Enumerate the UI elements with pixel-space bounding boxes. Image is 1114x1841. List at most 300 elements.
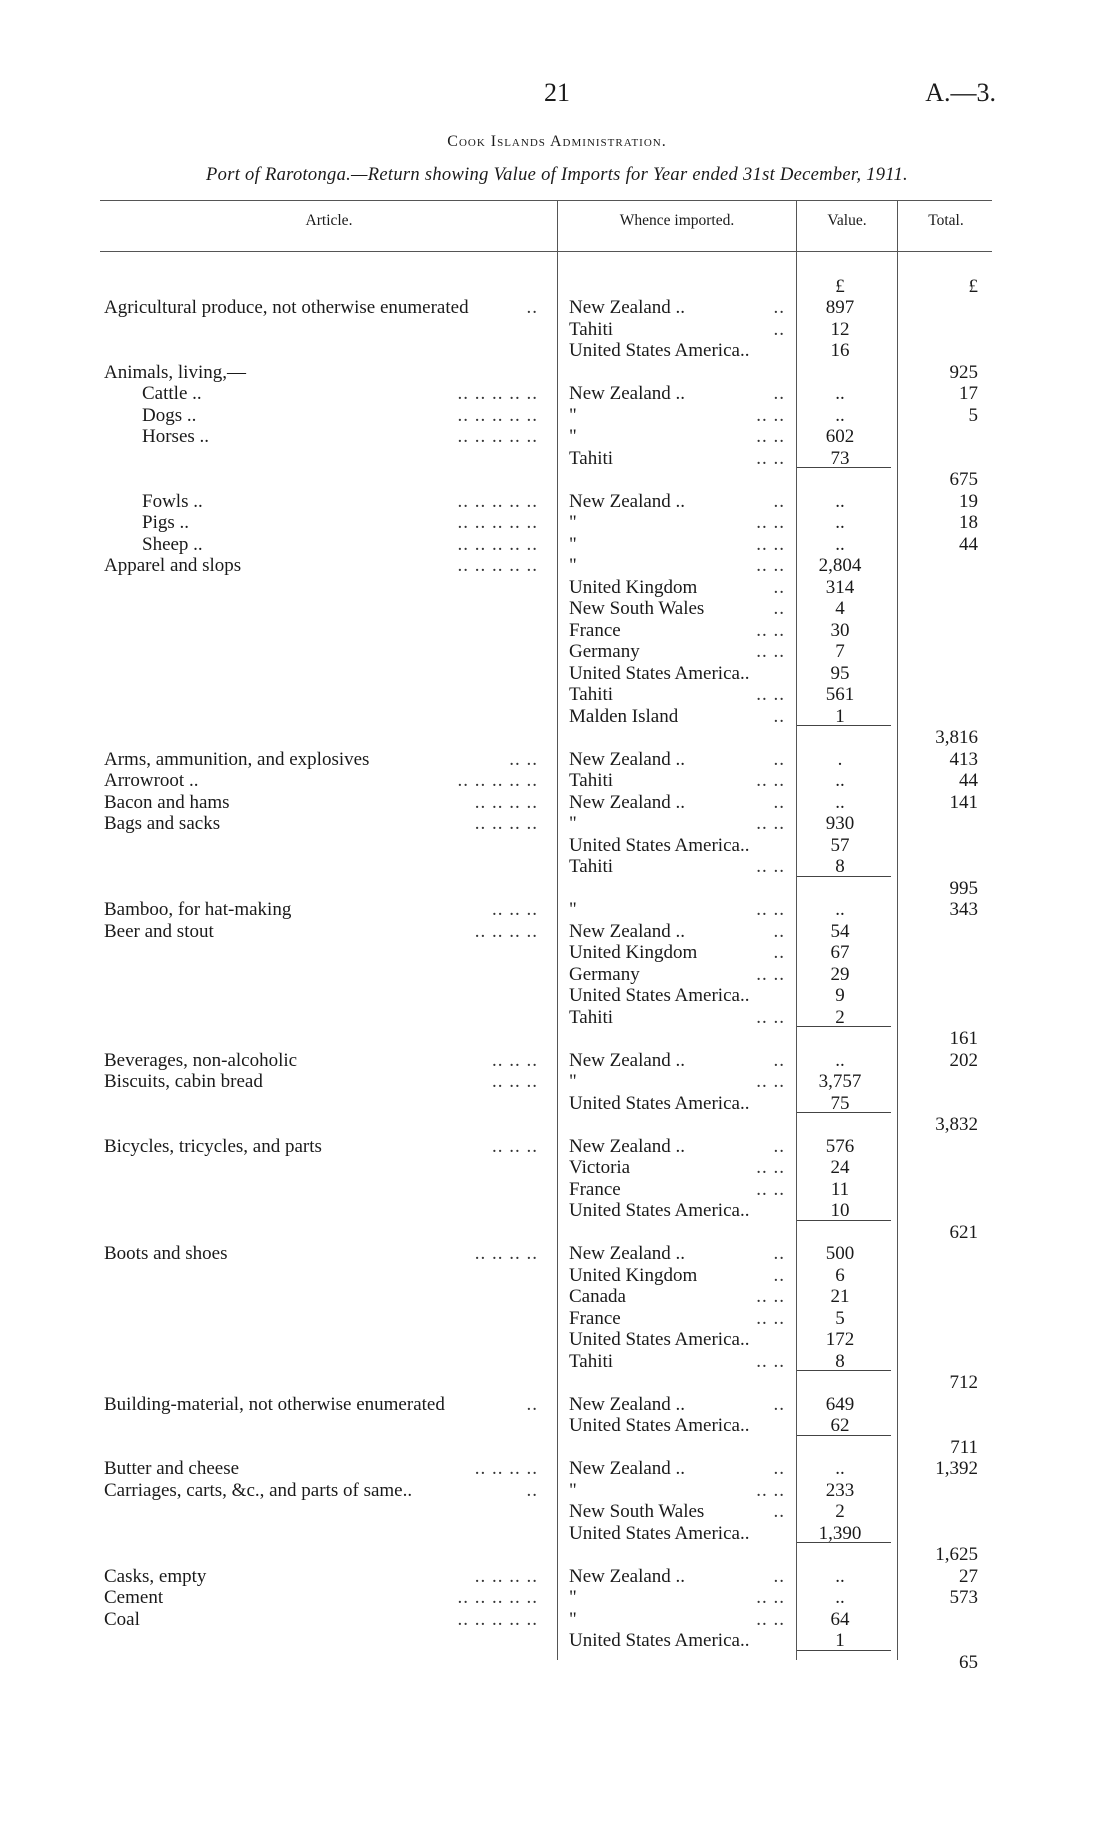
value-cell: 30 <box>830 619 850 641</box>
whence-leader-dots: .. .. <box>756 1479 785 1501</box>
total-cell: 1,625 <box>935 1544 978 1565</box>
article-leader-dots: .. .. .. .. <box>474 1565 538 1587</box>
whence-leader-dots: .. .. <box>756 404 785 426</box>
article-cell: Horses .. <box>142 426 210 447</box>
table-row <box>0 1480 1114 1501</box>
article-cell: Beer and stout <box>104 920 214 942</box>
whence-cell: New Zealand .. <box>569 1049 686 1071</box>
table-row <box>0 340 1114 361</box>
subtotal-rule <box>797 1435 891 1436</box>
table-row <box>0 663 1114 684</box>
whence-cell: Tahiti <box>569 1350 614 1372</box>
whence-cell: New Zealand .. <box>569 1458 686 1479</box>
article-leader-dots: .. .. .. <box>492 1135 538 1157</box>
table-row <box>0 1050 1114 1071</box>
whence-cell: " <box>569 555 577 576</box>
total-cell: 65 <box>959 1651 978 1673</box>
total-cell: 925 <box>949 361 978 383</box>
article-leader-dots: .. .. .. .. .. <box>457 426 538 447</box>
article-cell: Agricultural produce, not otherwise enumerated <box>104 297 469 318</box>
article-cell: Bamboo, for hat-making <box>104 899 292 920</box>
whence-leader-dots: .. .. <box>756 899 785 920</box>
total-cell: 44 <box>959 533 978 555</box>
subtotal-rule <box>797 1370 891 1371</box>
whence-leader-dots: .. <box>773 383 785 404</box>
whence-cell: Tahiti <box>569 447 614 469</box>
table-row <box>0 985 1114 1006</box>
table-row <box>0 1437 1114 1458</box>
value-cell: 3,757 <box>818 1071 862 1092</box>
total-cell: 17 <box>959 383 978 404</box>
column-header-total: Total. <box>928 212 964 229</box>
table-row <box>0 555 1114 576</box>
value-cell: 2 <box>835 1006 845 1028</box>
article-leader-dots: .. .. .. .. .. <box>457 404 538 426</box>
whence-cell: France <box>569 1178 621 1200</box>
total-cell: 5 <box>968 404 978 426</box>
whence-cell: New South Wales <box>569 598 705 619</box>
article-cell: Sheep .. <box>142 533 203 555</box>
whence-cell: Tahiti <box>569 1006 614 1028</box>
table-row <box>0 792 1114 813</box>
table-row <box>0 1394 1114 1415</box>
table-row <box>0 469 1114 490</box>
table-row <box>0 426 1114 447</box>
value-cell: 6 <box>835 1264 845 1286</box>
table-row <box>0 620 1114 641</box>
whence-cell: " <box>569 426 577 447</box>
table-row <box>0 942 1114 963</box>
article-cell: Building-material, not otherwise enumerated <box>104 1393 445 1415</box>
whence-leader-dots: .. <box>773 705 785 727</box>
whence-cell: Tahiti <box>569 770 614 791</box>
whence-cell: New Zealand .. <box>569 297 686 318</box>
value-cell: .. <box>835 1587 845 1608</box>
article-cell: Carriages, carts, &c., and parts of same.. <box>104 1479 413 1501</box>
whence-leader-dots: .. <box>773 1458 785 1479</box>
value-cell: 7 <box>835 641 845 662</box>
value-cell: .. <box>835 1565 845 1587</box>
article-leader-dots: .. .. .. .. .. <box>457 1608 538 1630</box>
table-row <box>0 727 1114 748</box>
article-cell: Animals, living,— <box>104 361 246 383</box>
whence-leader-dots: .. .. <box>756 1006 785 1028</box>
page-number: 21 <box>544 78 570 107</box>
whence-leader-dots: .. <box>773 1135 785 1157</box>
whence-leader-dots: .. .. <box>756 1178 785 1200</box>
value-cell: .. <box>835 512 845 533</box>
whence-cell: " <box>569 533 577 555</box>
whence-leader-dots: .. .. <box>756 1157 785 1178</box>
table-row <box>0 1071 1114 1092</box>
table-row <box>0 1308 1114 1329</box>
table-row <box>0 641 1114 662</box>
table-row <box>0 1415 1114 1436</box>
table-header-rule <box>100 251 992 252</box>
value-cell: 67 <box>830 942 850 963</box>
total-cell: 19 <box>959 490 978 512</box>
value-currency: £ <box>835 276 845 297</box>
article-leader-dots: .. .. .. .. <box>474 1458 538 1479</box>
article-cell: Pigs .. <box>142 512 189 533</box>
document-subtitle: Port of Rarotonga.—Return showing Value of Imports for Year ended 31st December, 1911. <box>206 165 908 185</box>
whence-cell: New Zealand .. <box>569 490 686 512</box>
whence-leader-dots: .. .. <box>756 1350 785 1372</box>
article-cell: Bicycles, tricycles, and parts <box>104 1135 322 1157</box>
value-cell: 5 <box>835 1307 845 1329</box>
whence-leader-dots: .. <box>773 748 785 770</box>
whence-cell: New Zealand .. <box>569 383 686 404</box>
table-row <box>0 491 1114 512</box>
whence-leader-dots: .. <box>773 490 785 512</box>
value-cell: 1,390 <box>818 1522 862 1544</box>
table-row <box>0 512 1114 533</box>
value-cell: 73 <box>830 447 850 469</box>
total-cell: 711 <box>950 1436 978 1458</box>
whence-leader-dots: .. <box>773 942 785 963</box>
value-cell: .. <box>835 899 845 920</box>
whence-cell: " <box>569 813 577 834</box>
table-row <box>0 534 1114 555</box>
whence-cell: United States America.. <box>569 1200 750 1221</box>
whence-cell: United Kingdom <box>569 1264 698 1286</box>
total-cell: 1,392 <box>935 1458 978 1479</box>
table-row <box>0 1544 1114 1565</box>
whence-cell: United States America.. <box>569 1092 750 1114</box>
total-cell: 161 <box>949 1028 978 1049</box>
value-cell: 172 <box>825 1329 855 1350</box>
table-row <box>0 899 1114 920</box>
whence-cell: " <box>569 1587 577 1608</box>
value-cell: 95 <box>830 662 850 684</box>
table-row <box>0 706 1114 727</box>
article-leader-dots: .. <box>526 1393 538 1415</box>
whence-leader-dots: .. .. <box>756 856 785 877</box>
article-cell: Bags and sacks <box>104 813 221 834</box>
whence-leader-dots: .. <box>773 1049 785 1071</box>
whence-leader-dots: .. .. <box>756 512 785 533</box>
whence-cell: " <box>569 1071 577 1092</box>
whence-leader-dots: .. .. <box>756 684 785 705</box>
table-row <box>0 297 1114 318</box>
article-leader-dots: .. .. .. .. .. <box>457 555 538 576</box>
article-cell: Casks, empty <box>104 1565 207 1587</box>
whence-cell: United States America.. <box>569 834 750 856</box>
whence-cell: New Zealand .. <box>569 1135 686 1157</box>
whence-leader-dots: .. <box>773 1565 785 1587</box>
total-cell: 27 <box>959 1565 978 1587</box>
whence-leader-dots: .. <box>773 1501 785 1522</box>
value-cell: 62 <box>830 1415 850 1436</box>
whence-cell: Malden Island <box>569 705 679 727</box>
whence-leader-dots: .. <box>773 1393 785 1415</box>
article-leader-dots: .. .. .. .. .. <box>457 383 538 404</box>
whence-cell: United States America.. <box>569 1329 750 1350</box>
total-cell: 44 <box>959 770 978 791</box>
value-cell: 576 <box>825 1135 855 1157</box>
whence-leader-dots: .. .. <box>756 1608 785 1630</box>
whence-leader-dots: .. <box>773 791 785 813</box>
table-row <box>0 1329 1114 1350</box>
value-cell: 4 <box>835 598 845 619</box>
value-cell: 11 <box>830 1178 850 1200</box>
value-cell: 8 <box>835 1350 845 1372</box>
table-row <box>0 1286 1114 1307</box>
article-leader-dots: .. .. .. .. <box>474 813 538 834</box>
article-leader-dots: .. .. .. <box>492 1071 538 1092</box>
whence-cell: New Zealand .. <box>569 1393 686 1415</box>
value-cell: 9 <box>835 985 845 1006</box>
value-cell: 8 <box>835 856 845 877</box>
table-row <box>0 319 1114 340</box>
article-leader-dots: .. .. .. .. .. <box>457 770 538 791</box>
whence-cell: Canada <box>569 1286 626 1307</box>
article-cell: Fowls .. <box>142 490 203 512</box>
total-cell: 202 <box>949 1049 978 1071</box>
subtotal-rule <box>797 1112 891 1113</box>
total-cell: 343 <box>949 899 978 920</box>
whence-cell: Tahiti <box>569 856 614 877</box>
value-cell: 21 <box>830 1286 850 1307</box>
article-cell: Apparel and slops <box>104 555 242 576</box>
value-cell: .. <box>835 1049 845 1071</box>
table-row <box>0 1007 1114 1028</box>
whence-cell: United States America.. <box>569 662 750 684</box>
total-cell: 141 <box>949 791 978 813</box>
column-header-whence: Whence imported. <box>619 212 735 229</box>
table-row <box>0 835 1114 856</box>
whence-cell: " <box>569 1479 577 1501</box>
table-row <box>0 1136 1114 1157</box>
whence-cell: New Zealand .. <box>569 1565 686 1587</box>
whence-cell: " <box>569 512 577 533</box>
article-leader-dots: .. .. <box>509 748 538 770</box>
total-cell: 675 <box>949 469 978 490</box>
article-leader-dots: .. .. .. .. .. <box>457 512 538 533</box>
article-cell: Arrowroot .. <box>104 770 199 791</box>
article-cell: Arms, ammunition, and explosives <box>104 748 370 770</box>
article-cell: Coal <box>104 1608 140 1630</box>
whence-cell: Victoria <box>569 1157 631 1178</box>
whence-cell: Germany <box>569 641 640 662</box>
whence-cell: United States America.. <box>569 340 750 361</box>
whence-cell: New Zealand .. <box>569 1243 686 1264</box>
whence-cell: United Kingdom <box>569 942 698 963</box>
whence-leader-dots: .. .. <box>756 447 785 469</box>
whence-leader-dots: .. .. <box>756 1286 785 1307</box>
whence-cell: France <box>569 1307 621 1329</box>
table-row <box>0 448 1114 469</box>
value-cell: 561 <box>825 684 855 705</box>
document-heading: Cook Islands Administration. <box>447 133 667 150</box>
table-row <box>0 1523 1114 1544</box>
value-cell: 29 <box>830 963 850 985</box>
whence-leader-dots: .. <box>773 598 785 619</box>
table-row <box>0 577 1114 598</box>
value-cell: 500 <box>825 1243 855 1264</box>
article-cell: Cement <box>104 1587 164 1608</box>
table-row <box>0 405 1114 426</box>
total-cell: 3,832 <box>935 1114 978 1135</box>
whence-cell: Germany <box>569 963 640 985</box>
article-leader-dots: .. <box>526 1479 538 1501</box>
table-row <box>0 1458 1114 1479</box>
table-row <box>0 1243 1114 1264</box>
whence-cell: United States America.. <box>569 985 750 1006</box>
value-cell: 602 <box>825 426 855 447</box>
value-cell: 10 <box>830 1200 850 1221</box>
value-cell: .. <box>835 533 845 555</box>
article-leader-dots: .. .. .. .. .. <box>457 533 538 555</box>
table-row <box>0 1587 1114 1608</box>
table-row <box>0 1566 1114 1587</box>
whence-leader-dots: .. .. <box>756 770 785 791</box>
whence-leader-dots: .. .. <box>756 1587 785 1608</box>
value-cell: . <box>837 748 843 770</box>
table-row <box>0 1351 1114 1372</box>
value-cell: .. <box>835 383 845 404</box>
whence-cell: " <box>569 1608 577 1630</box>
table-row <box>0 1157 1114 1178</box>
article-leader-dots: .. <box>526 297 538 318</box>
article-cell: Biscuits, cabin bread <box>104 1071 263 1092</box>
article-leader-dots: .. .. .. .. <box>474 791 538 813</box>
table-row <box>0 1630 1114 1651</box>
column-header-value: Value. <box>827 212 867 229</box>
table-row <box>0 1222 1114 1243</box>
value-cell: .. <box>835 490 845 512</box>
article-cell: Butter and cheese <box>104 1458 240 1479</box>
table-row <box>0 1028 1114 1049</box>
article-leader-dots: .. .. .. <box>492 1049 538 1071</box>
whence-leader-dots: .. .. <box>756 641 785 662</box>
value-cell: .. <box>835 1458 845 1479</box>
whence-cell: New Zealand .. <box>569 791 686 813</box>
total-cell: 413 <box>949 748 978 770</box>
table-row <box>0 1179 1114 1200</box>
value-cell: 1 <box>835 705 845 727</box>
article-leader-dots: .. .. .. .. .. <box>457 490 538 512</box>
value-cell: 64 <box>830 1608 850 1630</box>
whence-cell: United States America.. <box>569 1630 750 1651</box>
table-row <box>0 964 1114 985</box>
whence-cell: " <box>569 899 577 920</box>
value-cell: 12 <box>830 318 850 340</box>
document-id: A.—3. <box>925 78 996 107</box>
whence-cell: United States America.. <box>569 1522 750 1544</box>
subtotal-rule <box>797 467 891 468</box>
total-cell: 712 <box>949 1372 978 1393</box>
subtotal-rule <box>797 1650 891 1651</box>
article-cell: Beverages, non-alcoholic <box>104 1049 298 1071</box>
subtotal-rule <box>797 876 891 877</box>
whence-cell: " <box>569 404 577 426</box>
article-cell: Bacon and hams <box>104 791 230 813</box>
table-row <box>0 921 1114 942</box>
whence-cell: Tahiti <box>569 318 614 340</box>
whence-leader-dots: .. .. <box>756 1307 785 1329</box>
whence-leader-dots: .. .. <box>756 555 785 576</box>
value-cell: 2 <box>835 1501 845 1522</box>
table-row <box>0 856 1114 877</box>
article-leader-dots: .. .. .. <box>492 899 538 920</box>
value-cell: 16 <box>830 340 850 361</box>
article-leader-dots: .. .. .. .. .. <box>457 1587 538 1608</box>
total-cell: 3,816 <box>935 727 978 748</box>
whence-leader-dots: .. <box>773 1243 785 1264</box>
whence-leader-dots: .. <box>773 318 785 340</box>
table-row <box>0 1609 1114 1630</box>
total-cell: 995 <box>949 877 978 899</box>
table-top-rule <box>100 200 992 201</box>
value-cell: 54 <box>830 920 850 942</box>
table-row <box>0 1114 1114 1135</box>
value-cell: 314 <box>825 576 855 598</box>
total-currency: £ <box>968 276 978 297</box>
subtotal-rule <box>797 725 891 726</box>
value-cell: 2,804 <box>818 555 862 576</box>
value-cell: 233 <box>825 1479 855 1501</box>
table-row <box>0 1200 1114 1221</box>
value-cell: 930 <box>825 813 855 834</box>
table-row <box>0 1652 1114 1673</box>
whence-leader-dots: .. .. <box>756 963 785 985</box>
whence-leader-dots: .. .. <box>756 813 785 834</box>
whence-leader-dots: .. .. <box>756 1071 785 1092</box>
whence-cell: New Zealand .. <box>569 748 686 770</box>
table-row <box>0 383 1114 404</box>
table-row <box>0 1093 1114 1114</box>
table-row <box>0 1265 1114 1286</box>
subtotal-rule <box>797 1026 891 1027</box>
value-cell: 897 <box>825 297 855 318</box>
whence-leader-dots: .. <box>773 297 785 318</box>
value-cell: 75 <box>830 1092 850 1114</box>
whence-cell: France <box>569 619 621 641</box>
whence-leader-dots: .. <box>773 1264 785 1286</box>
article-cell: Dogs .. <box>142 404 197 426</box>
total-cell: 18 <box>959 512 978 533</box>
whence-leader-dots: .. .. <box>756 426 785 447</box>
whence-cell: United States America.. <box>569 1415 750 1436</box>
article-cell: Cattle .. <box>142 383 202 404</box>
table-row <box>0 770 1114 791</box>
subtotal-rule <box>797 1542 891 1543</box>
article-leader-dots: .. .. .. .. <box>474 1243 538 1264</box>
total-cell: 573 <box>949 1587 978 1608</box>
whence-leader-dots: .. .. <box>756 533 785 555</box>
table-row <box>0 813 1114 834</box>
table-row <box>0 598 1114 619</box>
whence-cell: New Zealand .. <box>569 920 686 942</box>
whence-cell: New South Wales <box>569 1501 705 1522</box>
value-cell: 1 <box>835 1630 845 1651</box>
whence-leader-dots: .. <box>773 920 785 942</box>
table-row <box>0 1372 1114 1393</box>
value-cell: 649 <box>825 1393 855 1415</box>
table-row <box>0 878 1114 899</box>
whence-leader-dots: .. <box>773 576 785 598</box>
value-cell: .. <box>835 770 845 791</box>
table-row <box>0 1501 1114 1522</box>
table-row <box>0 362 1114 383</box>
table-row <box>0 749 1114 770</box>
article-leader-dots: .. .. .. .. <box>474 920 538 942</box>
value-cell: .. <box>835 791 845 813</box>
subtotal-rule <box>797 1220 891 1221</box>
article-cell: Boots and shoes <box>104 1243 228 1264</box>
whence-leader-dots: .. .. <box>756 619 785 641</box>
